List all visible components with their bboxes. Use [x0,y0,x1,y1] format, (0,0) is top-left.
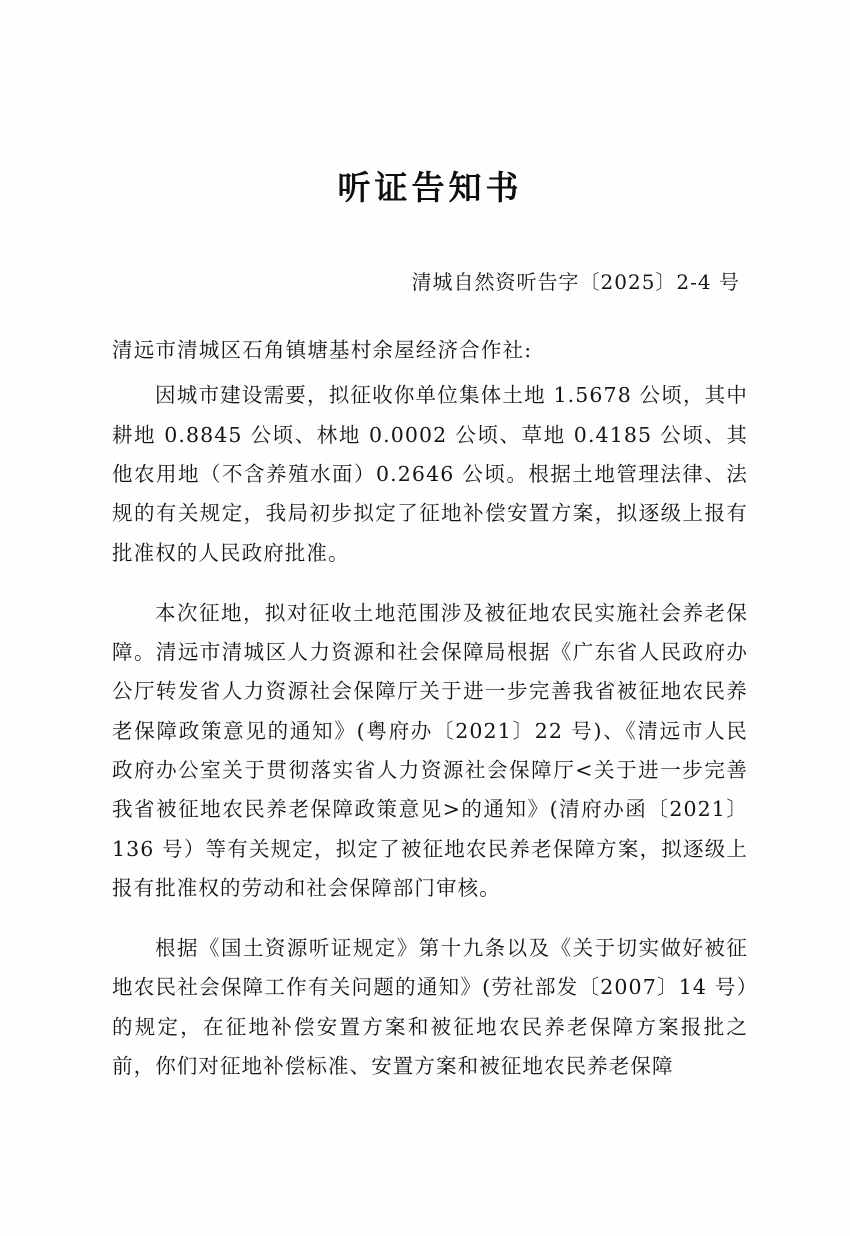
recipient-line: 清远市清城区石角镇塘基村余屋经济合作社: [112,337,533,362]
page-title: 听证告知书 [337,168,523,207]
document-number: 清城自然资听告字〔2025〕2-4 号 [411,269,740,294]
document-body [112,0,748,1107]
paragraph-land-acquisition: 因城市建设需要，拟征收你单位集体土地 1.5678 公顷，其中耕地 0.8845 公顷、林地 0.0002 公顷、草地 0.4185 公顷、其他农用地（不含养殖水面）0.2646 公顷。根据土地管理法律、法规的有关规定，我局初步拟定了征地补偿安置方案，拟逐级上报有批准权的人民政府批准。 [112,383,748,565]
paragraph-hearing-rights: 根据《国土资源听证规定》第十九条以及《关于切实做好被征地农民社会保障工作有关问题的通知》(劳社部发〔2007〕14 号）的规定，在征地补偿安置方案和被征地农民养老保障方案报批之前，你们对征地补偿标准、安置方案和被征地农民养老保障 [112,936,748,1079]
paragraph-pension-guarantee: 本次征地，拟对征收土地范围涉及被征地农民实施社会养老保障。清远市清城区人力资源和社会保障局根据《广东省人民政府办公厅转发省人力资源社会保障厅关于进一步完善我省被征地农民养老保障政策意见的通知》(粤府办〔2021〕22 号)、《清远市人民政府办公室关于贯彻落实省人力资源社会保障厅<关于进一步完善我省被征地农民养老保障政策意见>的通知》(清府办函〔2021〕136 号）等有关规定，拟定了被征地农民养老保障方案，拟逐级上报有批准权的劳动和社会保障部门审核。 [112,600,748,901]
